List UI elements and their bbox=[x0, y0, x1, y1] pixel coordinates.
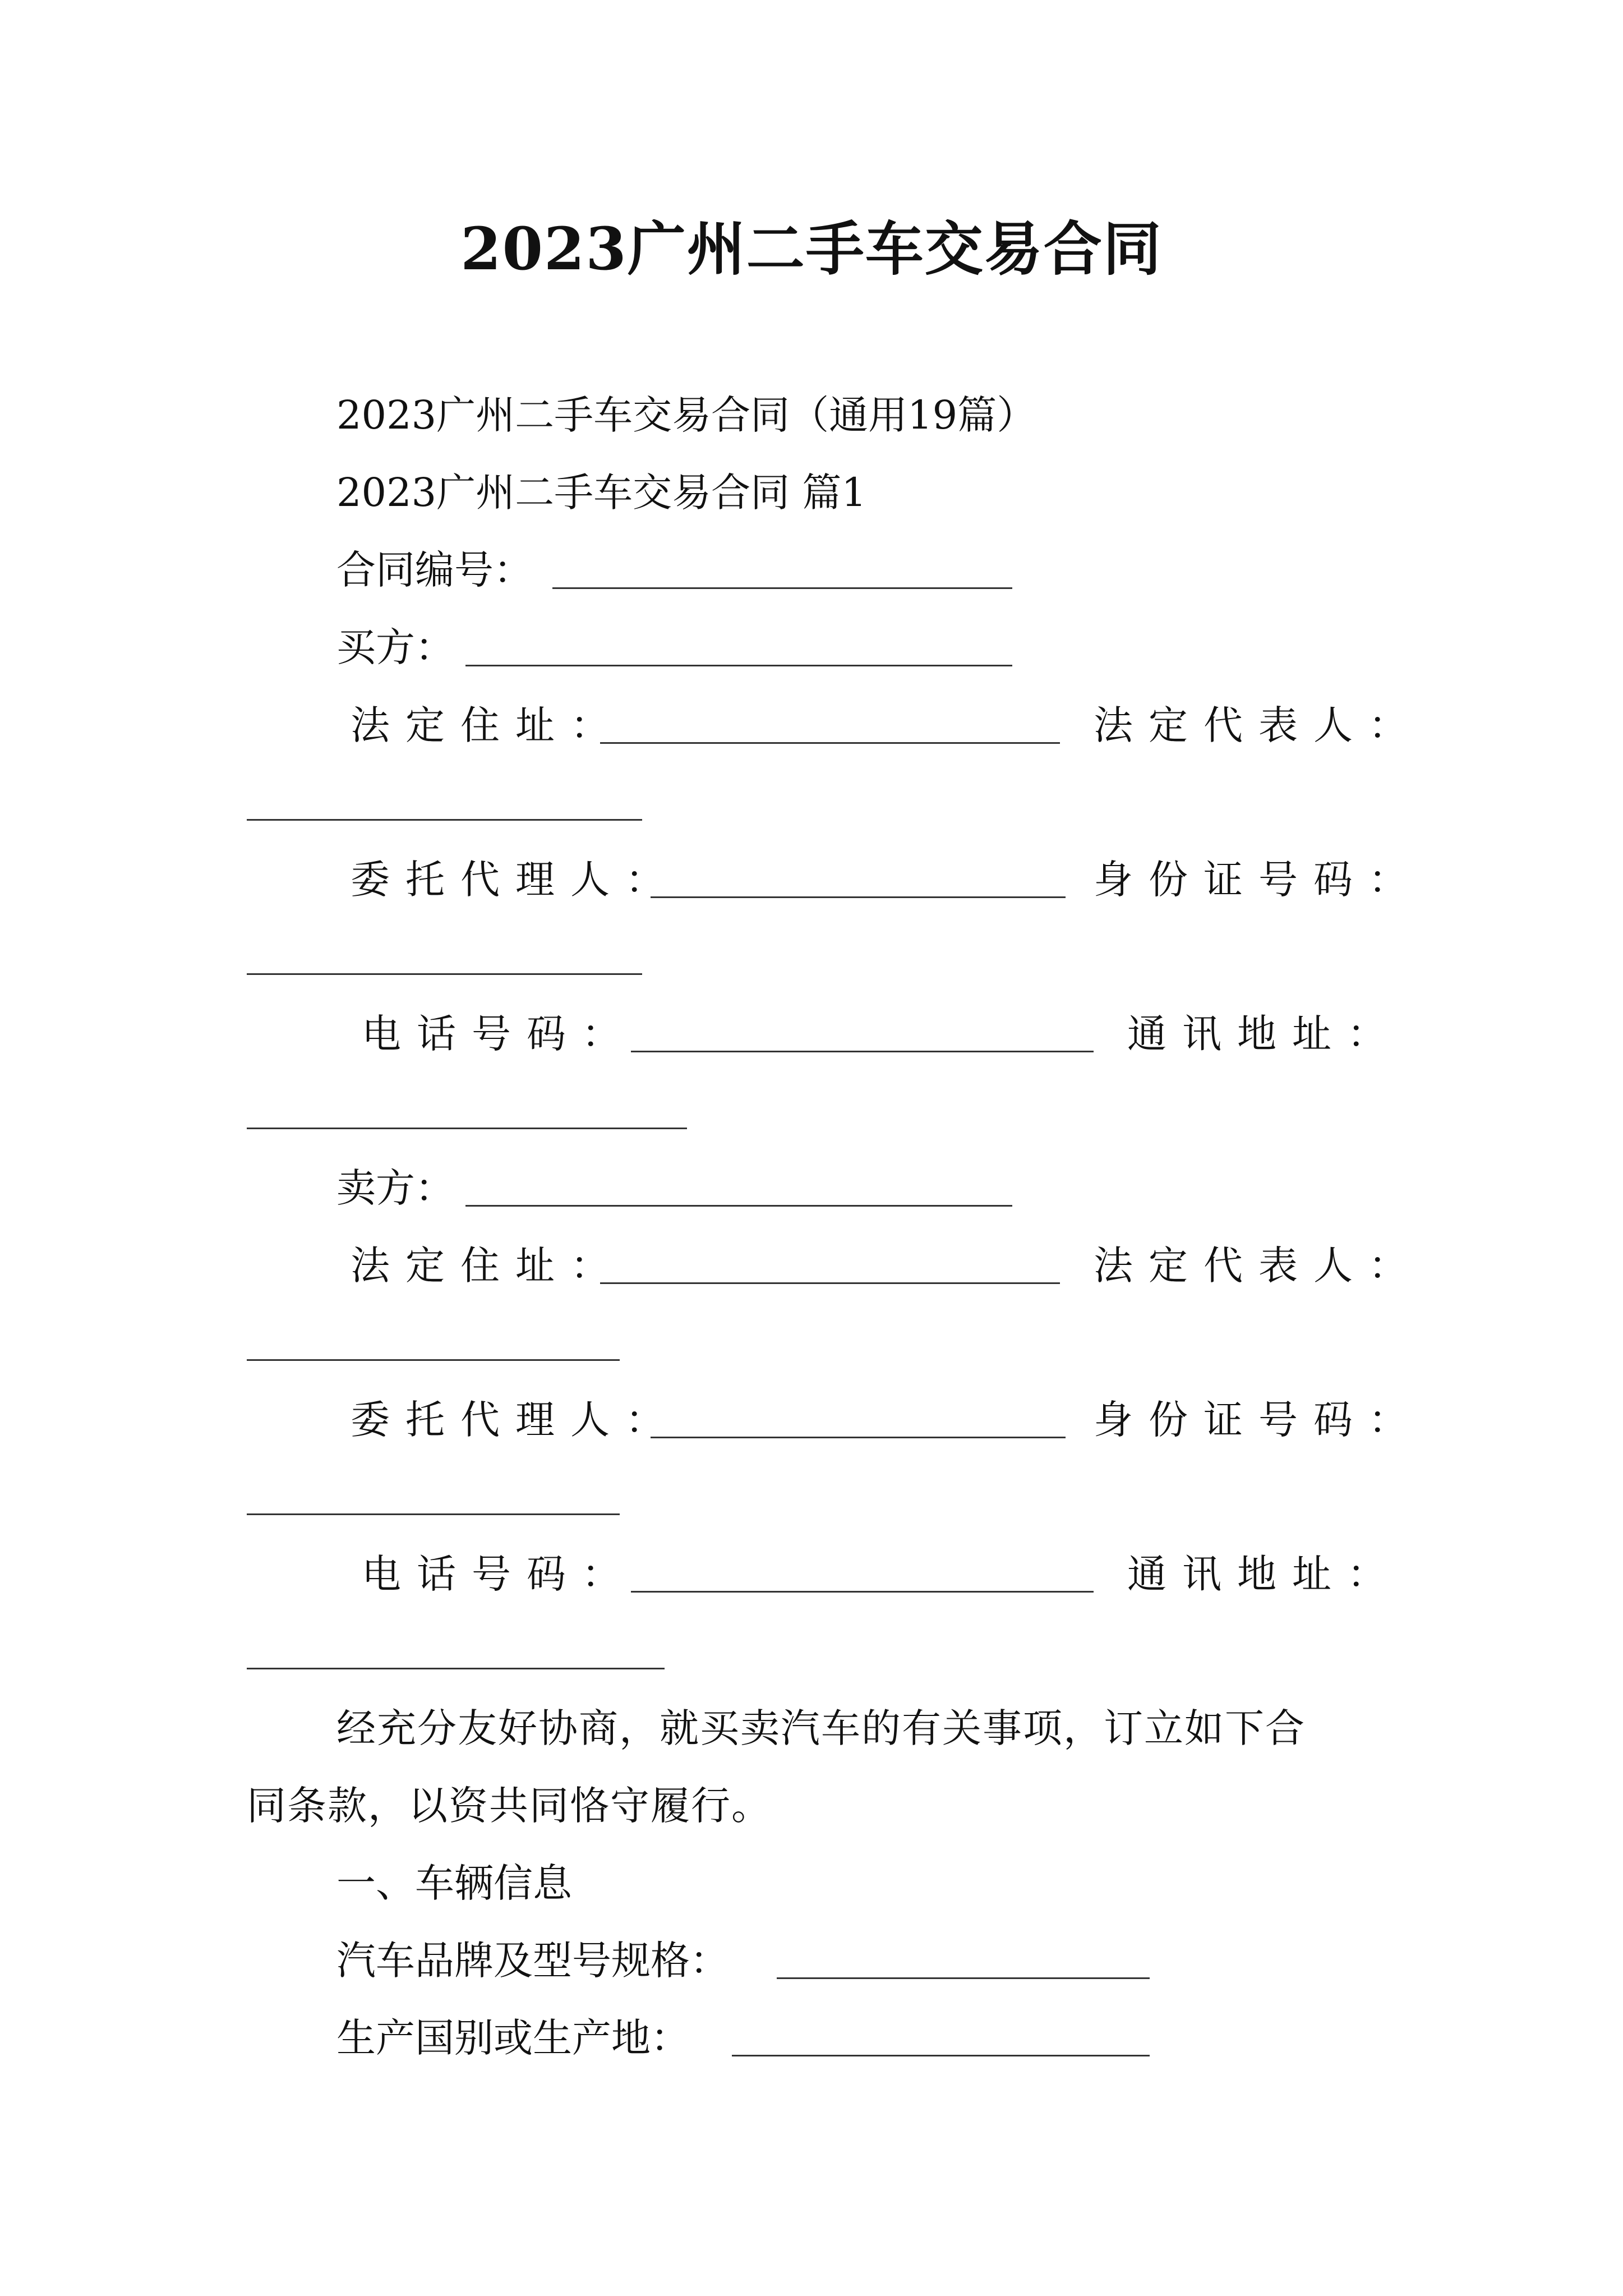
contract-no-blank[interactable] bbox=[552, 587, 1012, 589]
document-title: 2023广州二手车交易合同 bbox=[460, 214, 1163, 283]
buyer-agent-blank[interactable] bbox=[651, 896, 1066, 898]
seller-contact-address-label: 通讯地址： bbox=[1127, 1551, 1402, 1597]
seller-label: 卖方： bbox=[336, 1165, 454, 1211]
seller-address-blank[interactable] bbox=[600, 1282, 1060, 1284]
buyer-legal-rep-blank[interactable] bbox=[247, 819, 642, 821]
section-heading: 2023广州二手车交易合同 篇1 bbox=[336, 470, 866, 516]
seller-id-label: 身份证号码： bbox=[1094, 1397, 1423, 1443]
seller-name-blank[interactable] bbox=[465, 1205, 1012, 1207]
seller-id-blank[interactable] bbox=[247, 1513, 620, 1515]
brand-label: 汽车品牌及型号规格： bbox=[336, 1938, 729, 1984]
seller-agent-blank[interactable] bbox=[651, 1437, 1066, 1438]
seller-address-label: 法定住址： bbox=[351, 1243, 625, 1289]
buyer-agent-label: 委托代理人： bbox=[351, 857, 680, 903]
buyer-contact-address-blank[interactable] bbox=[247, 1128, 687, 1129]
intro-paragraph-line1: 经充分友好协商，就买卖汽车的有关事项，订立如下合 bbox=[336, 1705, 1306, 1751]
buyer-phone-blank[interactable] bbox=[631, 1051, 1094, 1052]
origin-blank[interactable] bbox=[732, 2055, 1150, 2056]
seller-phone-label: 电话号码： bbox=[362, 1551, 637, 1597]
seller-legal-rep-blank[interactable] bbox=[247, 1359, 620, 1361]
document-subtitle: 2023广州二手车交易合同（通用19篇） bbox=[336, 392, 1036, 438]
contract-no-label: 合同编号： bbox=[336, 547, 533, 593]
buyer-phone-label: 电话号码： bbox=[362, 1011, 637, 1057]
buyer-id-label: 身份证号码： bbox=[1094, 857, 1423, 903]
brand-blank[interactable] bbox=[777, 1977, 1150, 1979]
origin-label: 生产国别或生产地： bbox=[336, 2015, 690, 2061]
seller-legal-rep-label: 法定代表人： bbox=[1094, 1243, 1423, 1289]
buyer-id-blank[interactable] bbox=[247, 973, 642, 975]
seller-agent-label: 委托代理人： bbox=[351, 1397, 680, 1443]
buyer-address-blank[interactable] bbox=[600, 742, 1060, 744]
buyer-name-blank[interactable] bbox=[465, 665, 1012, 666]
seller-phone-blank[interactable] bbox=[631, 1591, 1094, 1593]
buyer-legal-rep-label: 法定代表人： bbox=[1094, 702, 1423, 748]
seller-contact-address-blank[interactable] bbox=[247, 1668, 665, 1669]
buyer-contact-address-label: 通讯地址： bbox=[1127, 1011, 1402, 1057]
intro-paragraph-line2: 同条款，以资共同恪守履行。 bbox=[247, 1783, 772, 1829]
buyer-label: 买方： bbox=[336, 624, 454, 670]
buyer-address-label: 法定住址： bbox=[351, 702, 625, 748]
section1-heading: 一、车辆信息 bbox=[336, 1860, 572, 1906]
